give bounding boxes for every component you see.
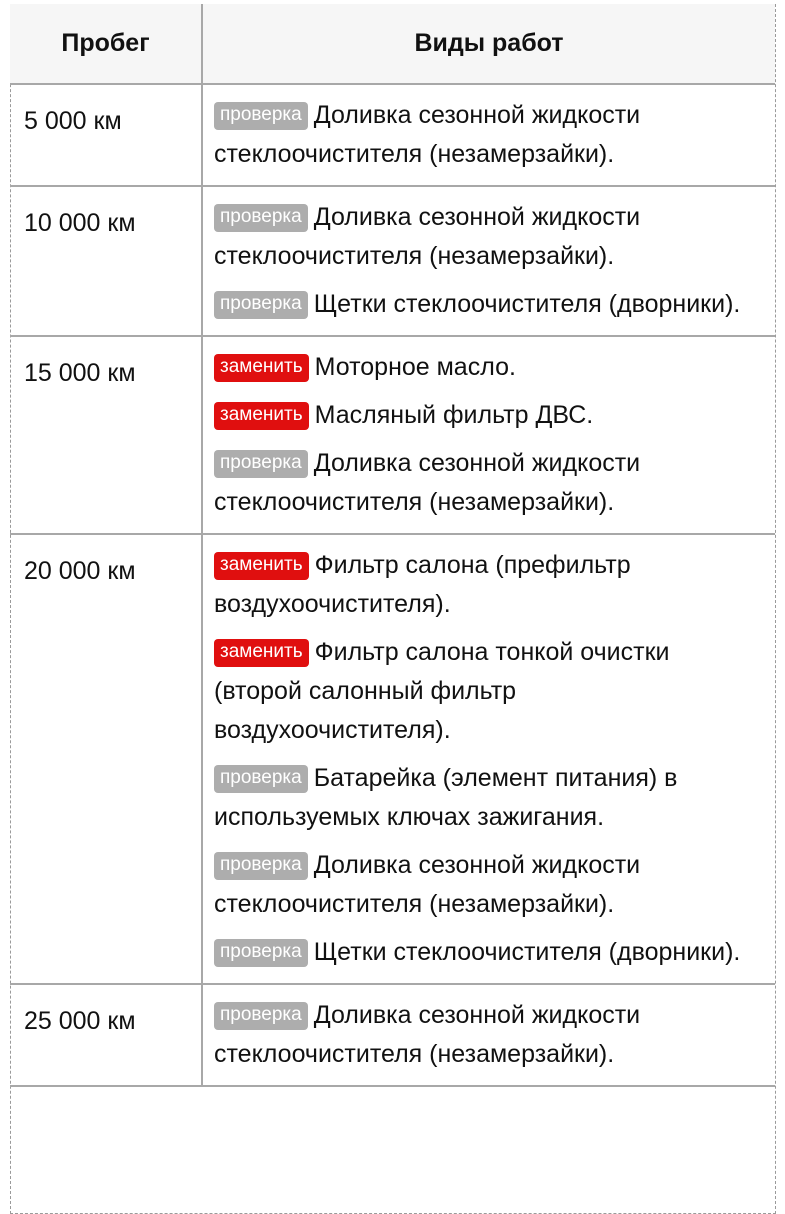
check-badge: проверка	[214, 939, 308, 967]
mileage-cell: 25 000 км	[10, 984, 202, 1086]
works-cell	[202, 984, 775, 1086]
work-text: Доливка сезонной жидкости стеклоочистителя (незамерзайки).	[214, 203, 641, 270]
maintenance-table	[10, 4, 775, 1087]
mileage-cell: 10 000 км	[10, 186, 202, 336]
works-cell	[202, 186, 775, 336]
work-item	[214, 759, 751, 837]
mileage-cell: 5 000 км	[10, 84, 202, 186]
work-text: Щетки стеклоочистителя (дворники).	[313, 938, 741, 966]
work-text: Доливка сезонной жидкости стеклоочистителя (незамерзайки).	[214, 851, 641, 918]
work-item	[214, 846, 751, 924]
work-item	[214, 633, 751, 750]
work-item	[214, 396, 751, 435]
work-text: Фильтр салона (префильтр воздухоочистителя).	[214, 551, 631, 618]
check-badge: проверка	[214, 765, 308, 793]
table-body	[10, 84, 775, 1086]
header-row	[10, 4, 775, 84]
replace-badge: заменить	[214, 639, 309, 667]
mileage-cell: 15 000 км	[10, 336, 202, 534]
works-cell	[202, 84, 775, 186]
work-item	[214, 933, 751, 972]
work-item	[214, 198, 751, 276]
check-badge: проверка	[214, 1002, 308, 1030]
work-text: Моторное масло.	[314, 353, 516, 381]
table-row	[10, 336, 775, 534]
check-badge: проверка	[214, 852, 308, 880]
table-row	[10, 84, 775, 186]
table-row	[10, 984, 775, 1086]
check-badge: проверка	[214, 102, 308, 130]
replace-badge: заменить	[214, 552, 309, 580]
work-text: Доливка сезонной жидкости стеклоочистителя (незамерзайки).	[214, 1001, 641, 1068]
replace-badge: заменить	[214, 402, 309, 430]
check-badge: проверка	[214, 291, 308, 319]
table-row	[10, 186, 775, 336]
work-text: Доливка сезонной жидкости стеклоочистителя (незамерзайки).	[214, 101, 641, 168]
work-text: Фильтр салона тонкой очистки (второй салонный фильтр воздухоочистителя).	[214, 638, 670, 744]
work-text: Щетки стеклоочистителя (дворники).	[313, 290, 741, 318]
replace-badge: заменить	[214, 354, 309, 382]
work-item	[214, 96, 751, 174]
header-works: Виды работ	[202, 4, 775, 84]
check-badge: проверка	[214, 204, 308, 232]
work-item	[214, 546, 751, 624]
table-row	[10, 534, 775, 984]
check-badge: проверка	[214, 450, 308, 478]
work-item	[214, 348, 751, 387]
work-item	[214, 285, 751, 324]
works-cell	[202, 534, 775, 984]
works-cell	[202, 336, 775, 534]
header-mileage: Пробег	[10, 4, 202, 84]
work-item	[214, 444, 751, 522]
work-text: Батарейка (элемент питания) в используемых ключах зажигания.	[214, 764, 678, 831]
work-item	[214, 996, 751, 1074]
work-text: Масляный фильтр ДВС.	[314, 401, 594, 429]
mileage-cell: 20 000 км	[10, 534, 202, 984]
work-text: Доливка сезонной жидкости стеклоочистителя (незамерзайки).	[214, 449, 641, 516]
